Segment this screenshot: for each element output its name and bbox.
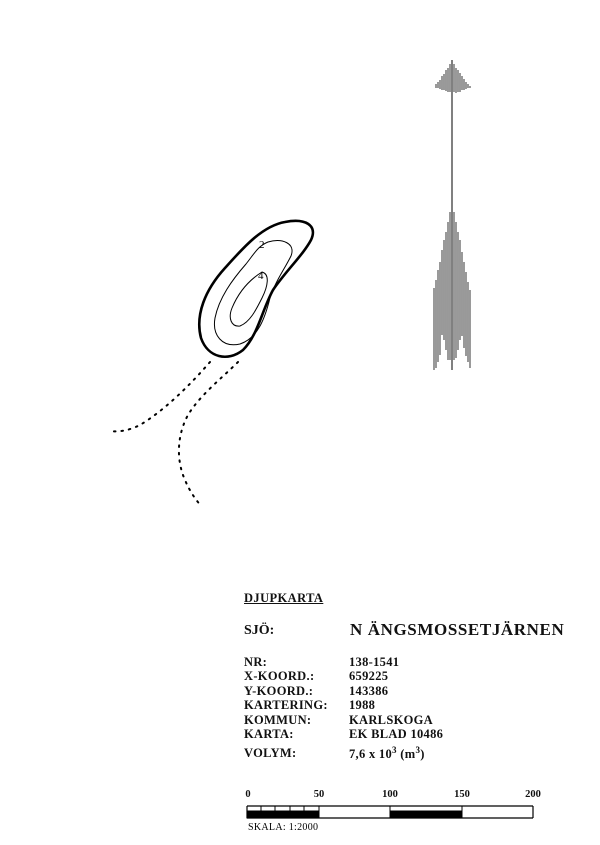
info-label-x-koord: X-KOORD.: — [244, 669, 315, 683]
north-arrow — [434, 60, 470, 370]
info-label-karta: KARTA: — [244, 727, 294, 741]
volume-unit-exponent: 3 — [415, 745, 421, 755]
map-heading: DJUPKARTA — [244, 591, 324, 605]
depth-label-4: 4 — [258, 270, 264, 282]
info-value-x-koord: 659225 — [349, 669, 389, 683]
scale-bar — [247, 806, 533, 818]
volume-mantissa: 7,6 x 10 — [349, 747, 393, 762]
info-value-nr: 138-1541 — [349, 655, 400, 669]
depth-contour-2 — [214, 241, 292, 345]
outflow-stream-left — [110, 362, 210, 431]
lake-name: N ÄNGSMOSSETJÄRNEN — [350, 620, 565, 639]
volume-exponent: 3 — [392, 745, 397, 755]
scale-tick-0: 0 — [245, 789, 251, 800]
info-label-volym: VOLYM: — [244, 746, 297, 760]
scale-tick-200: 200 — [525, 789, 541, 800]
lake-label: SJÖ: — [244, 623, 275, 638]
info-value-kartering: 1988 — [349, 698, 376, 712]
info-label-nr: NR: — [244, 655, 268, 669]
info-value-volym — [349, 745, 425, 762]
lake-shoreline — [199, 221, 313, 357]
scale-tick-150: 150 — [454, 789, 470, 800]
outflow-stream-right — [179, 362, 238, 507]
info-label-y-koord: Y-KOORD.: — [244, 684, 314, 698]
info-label-kartering: KARTERING: — [244, 698, 328, 712]
info-label-kommun: KOMMUN: — [244, 713, 312, 727]
scale-tick-100: 100 — [382, 789, 398, 800]
scale-tick-50: 50 — [313, 789, 325, 800]
depth-label-2: 2 — [259, 239, 265, 251]
volume-unit: (m — [400, 747, 416, 762]
volume-unit-close: ) — [420, 747, 425, 762]
scale-label: SKALA: 1:2000 — [248, 822, 319, 833]
info-value-y-koord: 143386 — [349, 684, 389, 698]
info-value-karta: EK BLAD 10486 — [349, 727, 444, 741]
info-value-kommun: KARLSKOGA — [349, 713, 433, 727]
